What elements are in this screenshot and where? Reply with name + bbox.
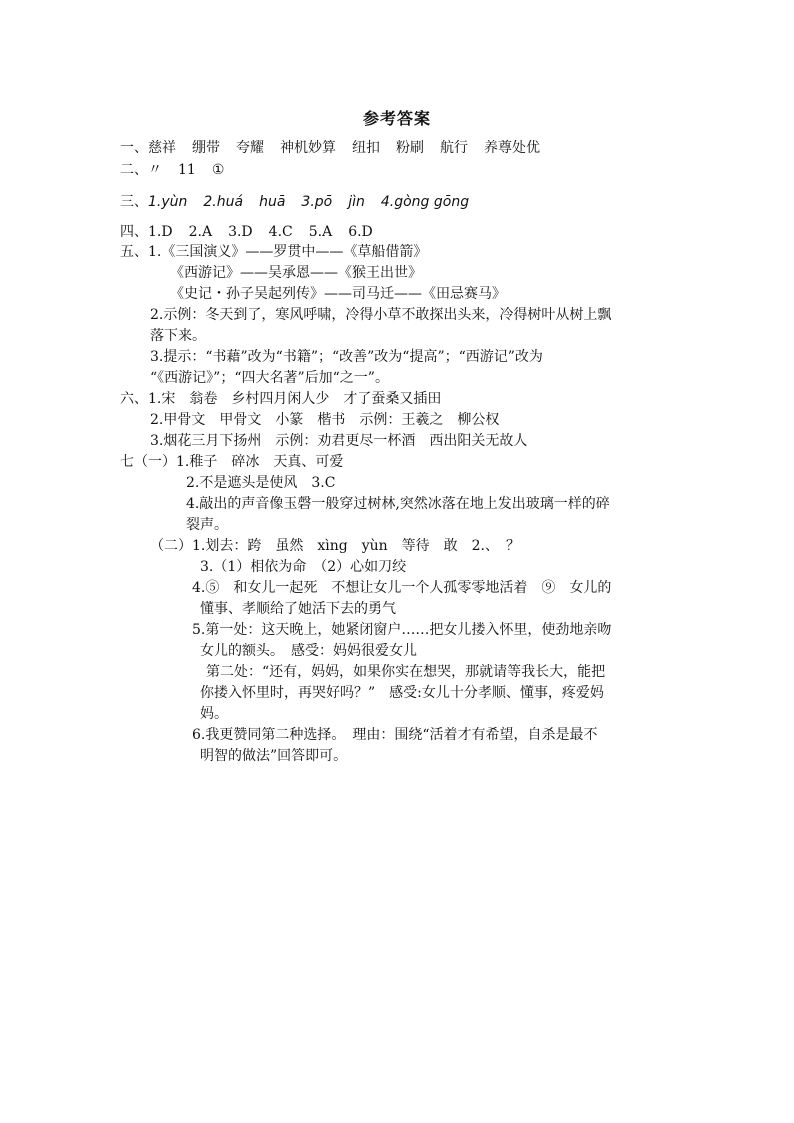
item: 4.C: [268, 224, 293, 240]
section-5-line: 五、1.《三国演义》——罗贯中——《草船借箭》: [120, 244, 428, 260]
pinyin: 1.yùn: [148, 194, 188, 210]
section-5-line: “《西游记》”；“四大名著”后加“之一”。: [150, 370, 389, 386]
word: 慈祥: [148, 140, 176, 156]
section-5-line: 落下来。: [150, 328, 206, 344]
item: 5.A: [308, 224, 333, 240]
section-7-line: 你搂入怀里时，再哭好吗？” 感受:女儿十分孝顺、懂事，疼爱妈: [200, 685, 604, 701]
section-3: [120, 192, 469, 212]
page-title: 参考答案: [362, 109, 431, 128]
section-5-line: 《西游记》——吴承恩——《猴王出世》: [170, 265, 422, 281]
item: 3.D: [228, 224, 253, 240]
item: 2.A: [188, 224, 213, 240]
item: 6.D: [348, 224, 373, 240]
section-7-line: 七（一）1.稚子 碎冰 天真、可爱: [120, 454, 344, 470]
section-4: [120, 222, 373, 242]
section-5-line: 《史记・孙子吴起列传》——司马迁——《田忌赛马》: [170, 286, 506, 302]
section-7-line: 3.（1）相依为命 （2）心如刀绞: [200, 559, 407, 575]
word: 养尊处优: [484, 140, 540, 156]
section-7-line: 6.我更赞同第二种选择。 理由：围绕“活着才有希望，自杀是最不: [192, 727, 598, 743]
section-6-line: 3.烟花三月下扬州 示例：劝君更尽一杯酒 西出阳关无故人: [150, 433, 528, 449]
section-7-line: 4.⑤ 和女儿一起死 不想让女儿一个人孤零零地活着 ⑨ 女儿的: [192, 580, 612, 596]
section-7-line: 懂事、孝顺给了她活下去的勇气: [200, 601, 396, 617]
section-2-prefix: 二、: [120, 162, 148, 178]
section-7-line: 明智的做法”回答即可。: [200, 748, 348, 764]
section-7-line: 裂声。: [186, 517, 228, 533]
section-5-line: 2.示例：冬天到了，寒风呼啸，冷得小草不敢探出头来，冷得树叶从树上飘: [150, 307, 612, 323]
word: 航行: [440, 140, 468, 156]
section-7-line: （二）1.划去：跨 虽然 xìng yùn 等待 敢 2.、 ？: [150, 538, 521, 554]
section-7-line: 4.敲出的声音像玉磬一般穿过树林,突然冰落在地上发出玻璃一样的碎: [186, 496, 610, 512]
section-6-line: 2.甲骨文 甲骨文 小篆 楷书 示例：王羲之 柳公权: [150, 412, 500, 428]
item: 〃: [148, 162, 162, 178]
item: ①: [211, 162, 225, 178]
item: 1.D: [148, 224, 173, 240]
pinyin: huā: [259, 194, 286, 210]
section-7-line: 2.不是遮头是使风 3.C: [186, 475, 336, 491]
section-5-line: 3.提示：“书藉”改为“书籍”；“改善”改为“提高”；“西游记”改为: [150, 349, 543, 365]
pinyin: 2.huá: [203, 194, 244, 210]
section-7-line: 妈。: [200, 706, 228, 722]
pinyin: 3.pō: [301, 194, 333, 210]
word: 神机妙算: [280, 140, 336, 156]
section-7-line: 女儿的额头。 感受：妈妈很爱女儿: [200, 643, 417, 659]
section-1-prefix: 一、: [120, 140, 148, 156]
word: 夸耀: [236, 140, 264, 156]
word: 纽扣: [352, 140, 380, 156]
section-3-prefix: 三、: [120, 194, 148, 210]
pinyin: jìn: [348, 194, 365, 210]
section-4-prefix: 四、: [120, 224, 148, 240]
section-6-line: 六、1.宋 翁卷 乡村四月闲人少 才了蚕桑又插田: [120, 391, 442, 407]
word: 绷带: [192, 140, 220, 156]
pinyin: 4.gòng gōng: [380, 194, 470, 210]
word: 粉刷: [396, 140, 424, 156]
section-1: [120, 138, 540, 158]
item: 11: [178, 162, 196, 178]
section-7-line: 第二处：“还有，妈妈，如果你实在想哭，那就请等我长大，能把: [206, 664, 606, 680]
section-7-line: 5.第一处：这天晚上，她紧闭窗户……把女儿搂入怀里，使劲地亲吻: [192, 622, 612, 638]
section-2: [120, 160, 224, 180]
